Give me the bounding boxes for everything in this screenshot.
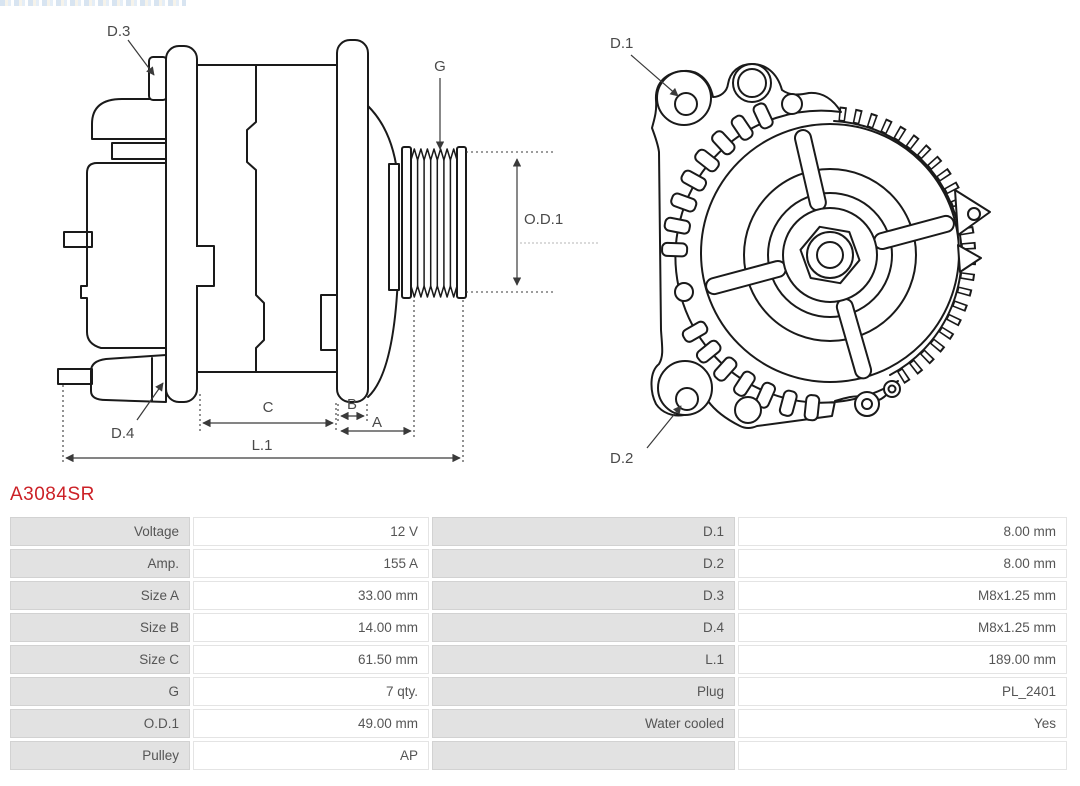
spec-label-cell: O.D.1 — [10, 709, 190, 738]
table-row — [10, 581, 1067, 610]
part-number-title: A3084SR — [10, 484, 95, 505]
spec-label-cell: D.2 — [432, 549, 735, 578]
side-label-d3: D.3 — [107, 23, 131, 40]
spec-label-cell: Voltage — [10, 517, 190, 546]
spec-value-cell: M8x1.25 mm — [738, 613, 1067, 642]
spec-label-cell: Pulley — [10, 741, 190, 770]
spec-value-cell: 61.50 mm — [193, 645, 429, 674]
spec-label-cell: Amp. — [10, 549, 190, 578]
side-label-b: B — [346, 396, 358, 413]
spec-value-cell: 8.00 mm — [738, 549, 1067, 578]
table-row — [10, 709, 1067, 738]
side-view-drawing — [58, 40, 466, 402]
spec-label-cell: Size C — [10, 645, 190, 674]
spec-value-cell: 189.00 mm — [738, 645, 1067, 674]
spec-value-cell: 14.00 mm — [193, 613, 429, 642]
side-label-g: G — [434, 58, 446, 75]
spec-value-cell: 8.00 mm — [738, 517, 1067, 546]
spec-value-cell: PL_2401 — [738, 677, 1067, 706]
spec-label-cell: D.3 — [432, 581, 735, 610]
spec-value-cell: 155 A — [193, 549, 429, 578]
table-row — [10, 645, 1067, 674]
spec-label-cell: L.1 — [432, 645, 735, 674]
table-row — [10, 517, 1067, 546]
spec-label-cell: Plug — [432, 677, 735, 706]
front-view-drawing — [651, 64, 990, 428]
table-row — [10, 549, 1067, 578]
spec-label-cell: D.4 — [432, 613, 735, 642]
spec-label-cell: Size A — [10, 581, 190, 610]
spec-value-cell: M8x1.25 mm — [738, 581, 1067, 610]
table-row — [10, 677, 1067, 706]
table-row — [10, 613, 1067, 642]
spec-value-cell: 12 V — [193, 517, 429, 546]
spec-label-cell: Water cooled — [432, 709, 735, 738]
spec-label-cell — [432, 741, 735, 770]
spec-value-cell: 33.00 mm — [193, 581, 429, 610]
front-label-d1: D.1 — [610, 35, 634, 52]
spec-value-cell — [738, 741, 1067, 770]
spec-value-cell: Yes — [738, 709, 1067, 738]
table-row — [10, 741, 1067, 770]
spec-label-cell: Size B — [10, 613, 190, 642]
spec-value-cell: 49.00 mm — [193, 709, 429, 738]
spec-label-cell: G — [10, 677, 190, 706]
side-label-l1: L.1 — [251, 437, 273, 454]
spec-value-cell: 7 qty. — [193, 677, 429, 706]
side-label-d4: D.4 — [111, 425, 135, 442]
side-label-c: C — [262, 399, 274, 416]
front-label-d2: D.2 — [610, 450, 634, 467]
side-label-od1: O.D.1 — [524, 211, 564, 228]
spec-value-cell: AP — [193, 741, 429, 770]
side-label-a: A — [371, 414, 383, 431]
spec-label-cell: D.1 — [432, 517, 735, 546]
spec-table — [7, 514, 1070, 773]
